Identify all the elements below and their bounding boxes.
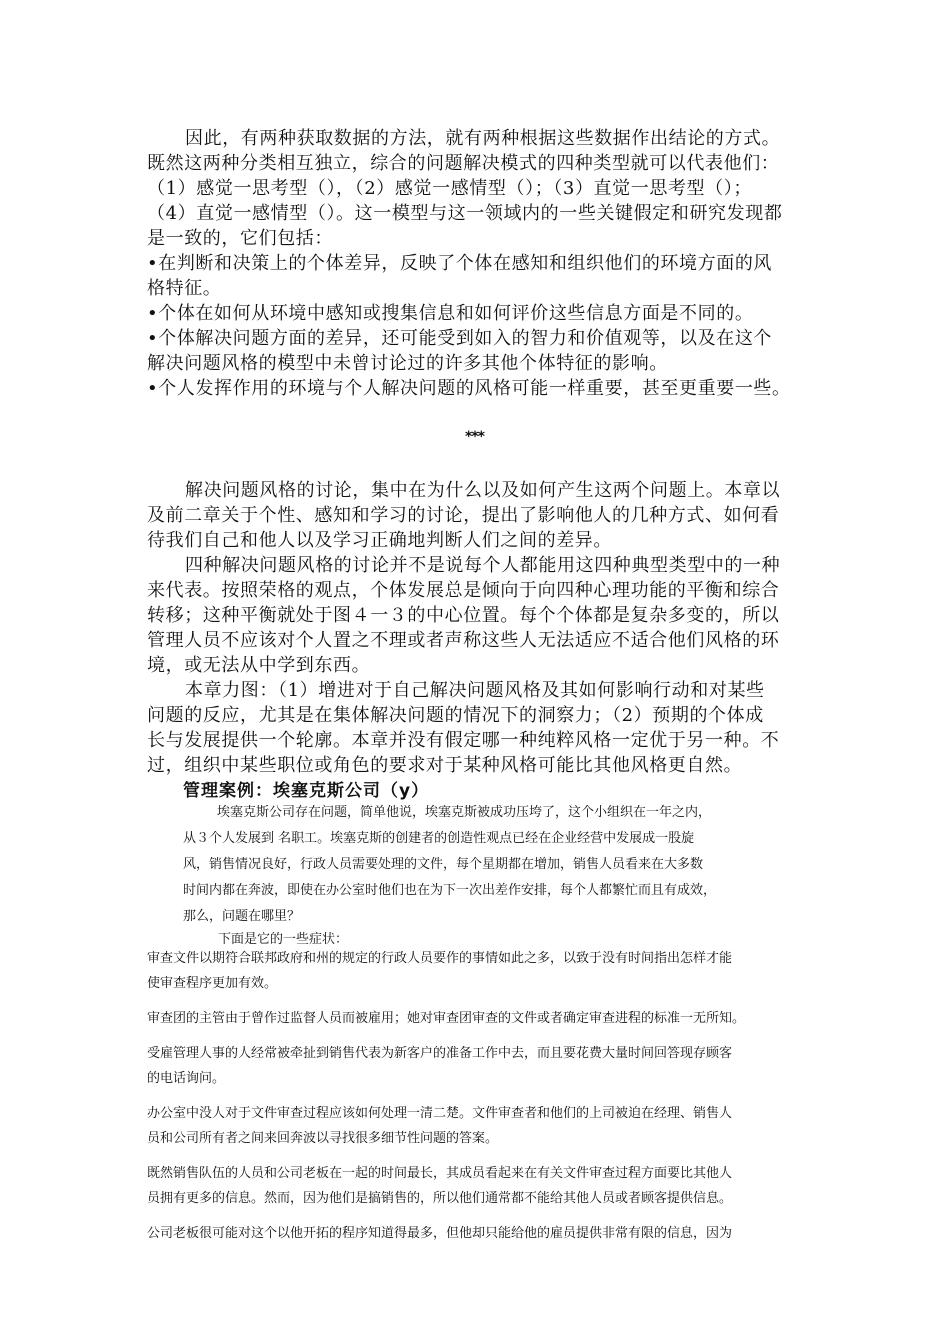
symptom-line: 受雇管理人事的人经常被牵扯到销售代表为新客户的准备工作中去，而且要花费大量时间回答现存顾客 — [147, 1046, 733, 1061]
case-intro-paragraph — [183, 800, 803, 930]
body-line: 待我们自己和他人以及学习正确地判断人们之间的差异。 — [147, 530, 612, 551]
bullet-line: 解决问题风格的模型中未曾讨论过的许多其他个体特征的影响。 — [147, 353, 668, 374]
section-separator: *** — [465, 429, 484, 445]
body-line: 解决问题风格的讨论，集中在为什么以及如何产生这两个问题上。本章以 — [185, 480, 781, 501]
symptom-line: 审查团的主管由于曾作过监督人员而被雇用；她对审查团审查的文件或者确定审查进程的标准一无所知。 — [147, 1011, 746, 1026]
symptom-item — [147, 1041, 807, 1091]
symptom-item — [147, 1006, 807, 1031]
body-line: 转移；这种平衡就处于图４一３的中心位置。每个个体都是复杂多变的，所以 — [147, 605, 780, 626]
bullet-line: •个人发挥作用的环境与个人解决问题的风格可能一样重要，甚至更重要一些。 — [147, 378, 791, 399]
case-line: 那么，问题在哪里？ — [183, 909, 301, 924]
symptom-line: 使审查程序更加有效。 — [147, 976, 278, 991]
body-paragraph — [147, 553, 827, 678]
bullet-item — [147, 251, 827, 301]
symptoms-list — [147, 946, 807, 1256]
body-line: 管理人员不应该对个人置之不理或者声称这些人无法适应不适合他们风格的环 — [147, 630, 780, 651]
symptom-line: 的电话询问。 — [147, 1071, 226, 1086]
body-line: 长与发展提供一个轮廓。本章并没有假定哪一种纯粹风格一定优于另一种。不 — [147, 730, 780, 751]
body-paragraph — [147, 678, 827, 778]
case-title: 管理案例：埃塞克斯公司（y） — [183, 781, 430, 801]
bullet-line: •在判断和决策上的个体差异，反映了个体在感知和组织他们的环境方面的风 — [147, 253, 773, 274]
body-line: 四种解决问题风格的讨论并不是说每个人都能用这四种典型类型中的一种 — [185, 555, 781, 576]
symptom-line: 既然销售队伍的人员和公司老板在一起的时间最长，其成员看起来在有关文件审查过程方面要比其他人 — [147, 1166, 733, 1181]
symptom-item — [147, 1221, 807, 1246]
bullet-line: 格特征。 — [147, 278, 222, 299]
body-line: 来代表。按照荣格的观点，个体发展总是倾向于向四种心理功能的平衡和综合 — [147, 580, 780, 601]
intro-line: 既然这两种分类相互独立，综合的问题解决模式的四种类型就可以代表他们： — [147, 153, 780, 174]
bullet-line: •个体在如何从环境中感知或搜集信息和如何评价这些信息方面是不同的。 — [147, 303, 754, 324]
body-line: 本章力图：（1）增进对于自己解决问题风格及其如何影响行动和对某些 — [185, 680, 765, 701]
symptoms-heading: 下面是它的一些症状： — [218, 932, 349, 947]
symptom-line: 审查文件以期符合联邦政府和州的规定的行政人员要作的事情如此之多，以致于没有时间指出怎样才能 — [147, 951, 733, 966]
symptom-line: 办公室中没人对于文件审查过程应该如何处理一清二楚。文件审查者和他们的上司被迫在经理、销售人 — [147, 1106, 733, 1121]
symptom-line: 员和公司所有者之间来回奔波以寻找很多细节性问题的答案。 — [147, 1131, 499, 1146]
case-line: 从３个人发展到 名职工。埃塞克斯的创建者的创造性观点已经在企业经营中发展成一股旋 — [183, 831, 695, 846]
bullet-line: •个体解决问题方面的差异，还可能受到如入的智力和价值观等，以及在这个 — [147, 328, 773, 349]
symptom-item — [147, 946, 807, 996]
body-line: 境，或无法从中学到东西。 — [147, 655, 371, 676]
bullet-item — [147, 301, 827, 326]
intro-section — [147, 126, 827, 401]
symptom-item — [147, 1101, 807, 1151]
body-paragraph — [147, 478, 827, 553]
intro-line: 是一致的，它们包括： — [147, 228, 333, 249]
body-line: 过，组织中某些职位或角色的要求对于某种风格可能比其他风格更自然。 — [147, 755, 743, 776]
case-intro — [183, 800, 803, 930]
case-line: 风，销售情况良好，行政人员需要处理的文件，每个星期都在增加，销售人员看来在大多数 — [183, 857, 704, 872]
bullet-item — [147, 326, 827, 376]
case-line: 埃塞克斯公司存在问题，简单他说，埃塞克斯被成功压垮了，这个小组织在一年之内， — [217, 805, 712, 820]
intro-paragraph — [147, 126, 827, 251]
body-line: 及前二章关于个性、感知和学习的讨论，提出了影响他人的几种方式、如何看 — [147, 505, 780, 526]
intro-line: （1）感觉一思考型（），（2）感觉一感情型（）；（3）直觉一思考型（）； — [147, 178, 752, 199]
symptom-line: 公司老板很可能对这个以他开拓的程序知道得最多，但他却只能给他的雇员提供非常有限的信息，因为 — [147, 1226, 733, 1241]
bullet-item — [147, 376, 827, 401]
intro-line: （4）直觉一感情型（）。这一模型与这一领域内的一些关键假定和研究发现都 — [147, 203, 783, 224]
case-line: 时间内都在奔波，即使在办公室时他们也在为下一次出差作安排，每个人都繁忙而且有成效， — [183, 883, 717, 898]
symptom-line: 员拥有更多的信息。然而，因为他们是搞销售的，所以他们通常都不能给其他人员或者顾客提供信息。 — [147, 1191, 733, 1206]
symptom-item — [147, 1161, 807, 1211]
discussion-section — [147, 478, 827, 778]
body-line: 问题的反应，尤其是在集体解决问题的情况下的洞察力；（2）预期的个体成 — [147, 705, 764, 726]
intro-line: 因此，有两种获取数据的方法，就有两种根据这些数据作出结论的方式。 — [185, 128, 781, 149]
